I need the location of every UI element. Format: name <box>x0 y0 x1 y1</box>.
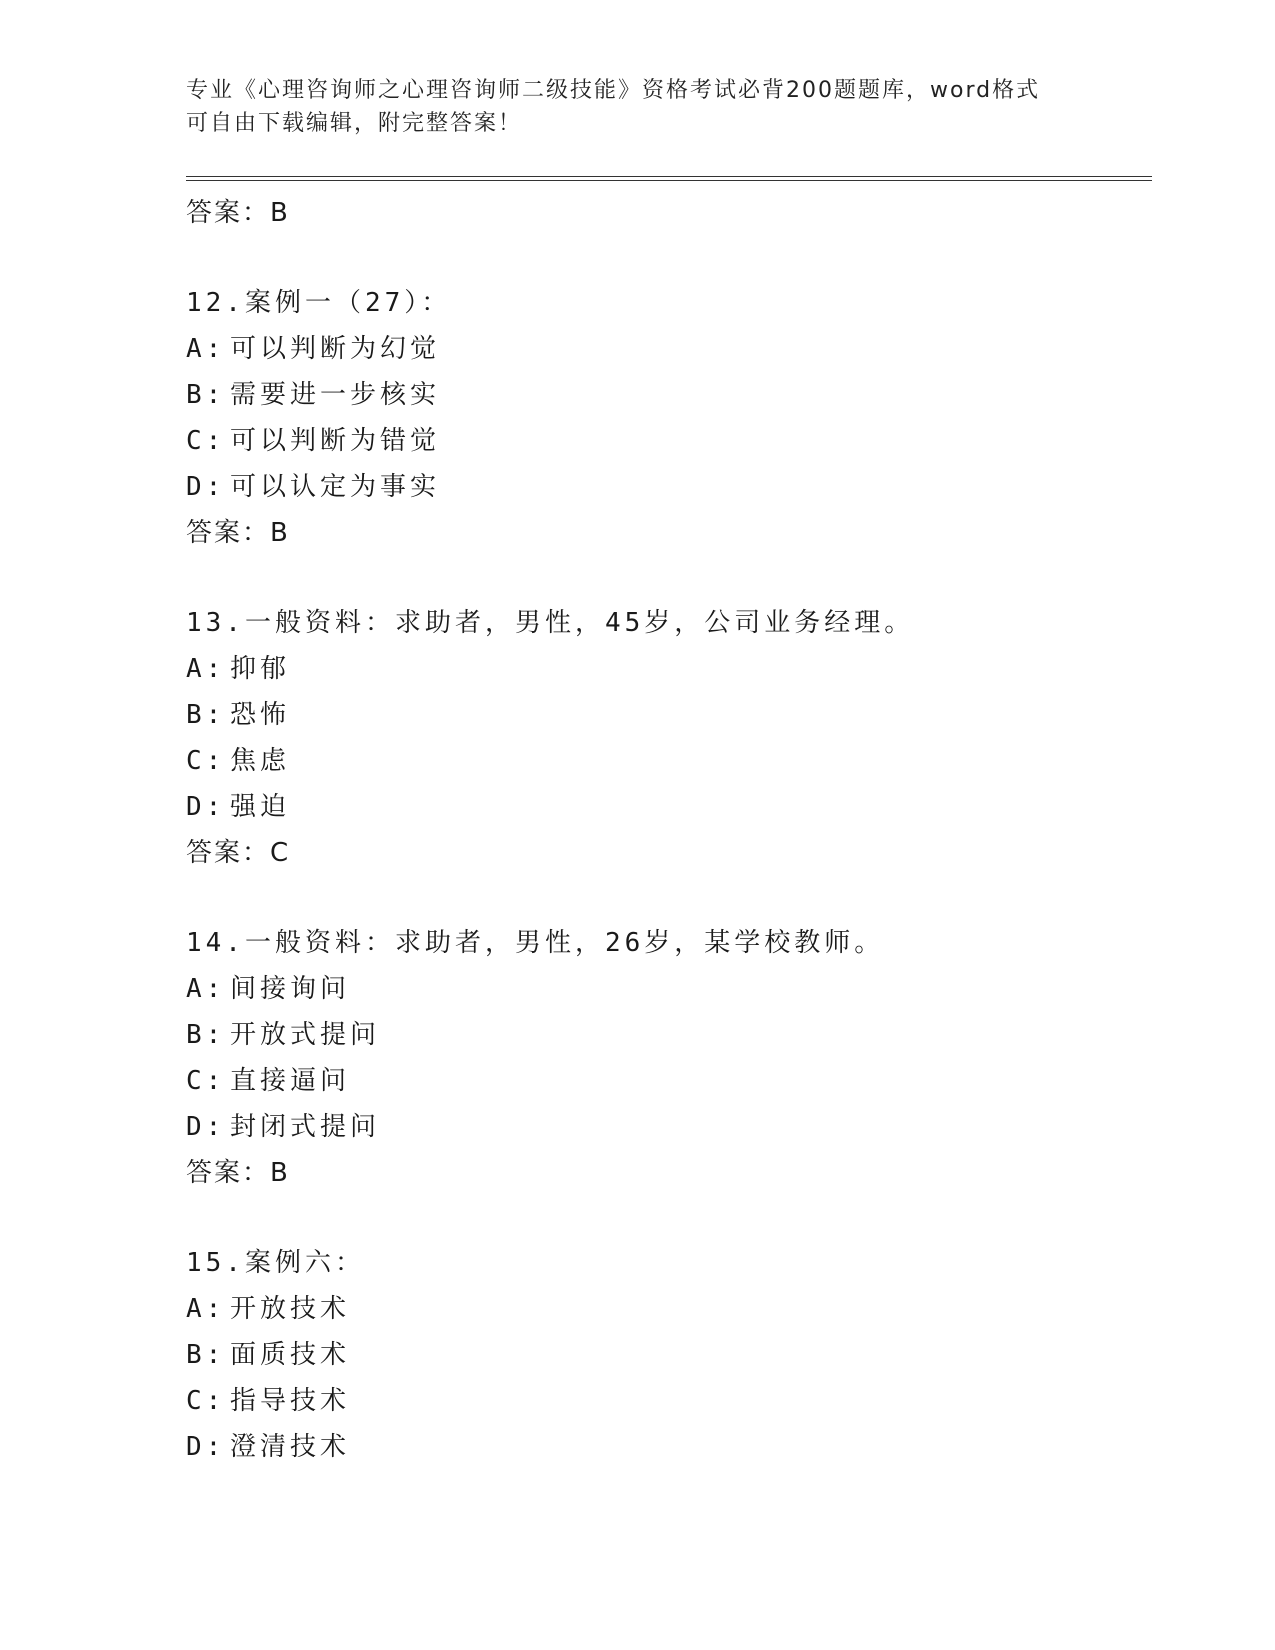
option-c <box>186 738 1146 784</box>
option-text: 可以认定为事实 <box>230 472 441 502</box>
header-line-2: 可自由下载编辑，附完整答案！ <box>186 111 523 136</box>
option-d <box>186 1104 1146 1150</box>
option-text: 澄清技术 <box>230 1432 351 1462</box>
option-label: B: <box>186 1340 226 1370</box>
option-text: 抑郁 <box>230 654 291 684</box>
question-block <box>186 920 1146 1196</box>
option-text: 指导技术 <box>230 1386 351 1416</box>
option-text: 直接逼问 <box>230 1066 351 1096</box>
option-label: A: <box>186 654 226 684</box>
question-block <box>186 600 1146 876</box>
option-label: B: <box>186 380 226 410</box>
option-b <box>186 1012 1146 1058</box>
option-text: 开放式提问 <box>230 1020 381 1050</box>
option-text: 封闭式提问 <box>230 1112 381 1142</box>
option-label: D: <box>186 1432 226 1462</box>
option-text: 恐怖 <box>230 700 291 730</box>
option-text: 需要进一步核实 <box>230 380 441 410</box>
header-divider <box>186 176 1152 181</box>
answer-line: 答案：B <box>186 518 290 548</box>
option-text: 可以判断为幻觉 <box>230 334 441 364</box>
question-stem: 12.案例一（27）： <box>186 288 452 318</box>
answer-line: 答案：C <box>186 838 291 868</box>
option-c <box>186 1378 1146 1424</box>
question-stem: 14.一般资料：求助者，男性，26岁，某学校教师。 <box>186 928 885 958</box>
option-a <box>186 966 1146 1012</box>
option-label: B: <box>186 1020 226 1050</box>
option-a <box>186 326 1146 372</box>
option-label: D: <box>186 1112 226 1142</box>
option-text: 可以判断为错觉 <box>230 426 441 456</box>
option-label: A: <box>186 1294 226 1324</box>
spacer <box>186 876 1146 920</box>
option-text: 面质技术 <box>230 1340 351 1370</box>
option-d <box>186 1424 1146 1470</box>
question-stem: 15.案例六： <box>186 1248 365 1278</box>
document-body <box>186 190 1146 1470</box>
option-label: D: <box>186 472 226 502</box>
option-b <box>186 372 1146 418</box>
option-label: B: <box>186 700 226 730</box>
option-a <box>186 646 1146 692</box>
header-line-1: 专业《心理咨询师之心理咨询师二级技能》资格考试必背200题题库，word格式 <box>186 78 1041 103</box>
option-label: C: <box>186 426 226 456</box>
option-label: D: <box>186 792 226 822</box>
answer-line: 答案：B <box>186 198 290 228</box>
option-text: 强迫 <box>230 792 291 822</box>
document-header <box>186 74 1086 140</box>
answer-line: 答案：B <box>186 1158 290 1188</box>
option-c <box>186 1058 1146 1104</box>
option-text: 间接询问 <box>230 974 351 1004</box>
spacer <box>186 236 1146 280</box>
spacer <box>186 556 1146 600</box>
option-label: C: <box>186 746 226 776</box>
option-d <box>186 464 1146 510</box>
option-label: A: <box>186 334 226 364</box>
option-c <box>186 418 1146 464</box>
option-a <box>186 1286 1146 1332</box>
question-stem: 13.一般资料：求助者，男性，45岁，公司业务经理。 <box>186 608 915 638</box>
option-text: 焦虑 <box>230 746 291 776</box>
option-label: C: <box>186 1386 226 1416</box>
question-block <box>186 1240 1146 1470</box>
option-label: C: <box>186 1066 226 1096</box>
question-block <box>186 280 1146 556</box>
spacer <box>186 1196 1146 1240</box>
option-b <box>186 1332 1146 1378</box>
option-text: 开放技术 <box>230 1294 351 1324</box>
option-b <box>186 692 1146 738</box>
option-d <box>186 784 1146 830</box>
option-label: A: <box>186 974 226 1004</box>
